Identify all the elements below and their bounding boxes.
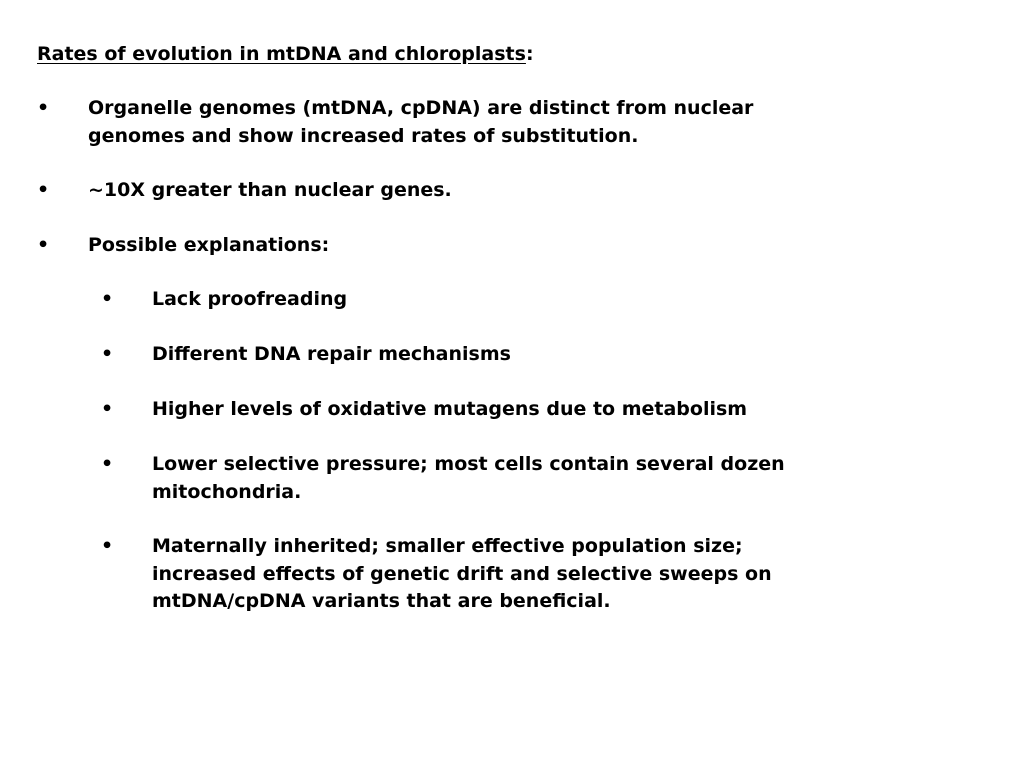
bullet-text [152,286,347,314]
bullet-text [88,177,452,205]
bullet-text-line: ~10X greater than nuclear genes. [88,179,452,201]
slide-title-text: Rates of evolution in mtDNA and chloroplasts [37,43,526,65]
bullet-text [152,396,747,424]
bullet-marker: • [37,179,50,201]
bullet-text [88,95,753,150]
bullet-marker: • [101,288,114,310]
bullet-marker: • [101,398,114,420]
bullet-marker: • [101,535,114,557]
bullet-text [152,451,785,506]
bullet-text-line: mtDNA/cpDNA variants that are beneficial. [152,590,611,612]
bullet-marker: • [101,343,114,365]
bullet-text-line: increased effects of genetic drift and selective sweeps on [152,562,772,585]
bullet-text-line: Possible explanations: [88,234,330,256]
bullet-text-line: genomes and show increased rates of substitution. [88,124,639,147]
bullet-text-line: Organelle genomes (mtDNA, cpDNA) are distinct from nuclear [88,97,754,119]
bullet-text-line: Maternally inherited; smaller effective population size; [152,535,743,557]
slide-title-colon: : [525,43,534,65]
bullet-marker: • [101,453,114,475]
bullet-marker: • [37,97,50,119]
bullet-text-line: Higher levels of oxidative mutagens due to metabolism [152,398,748,420]
bullet-marker: • [37,234,50,256]
slide-title [37,41,534,68]
bullet-text-line: Lower selective pressure; most cells contain several dozen [152,453,785,475]
bullet-text [152,341,511,369]
bullet-text-line: mitochondria. [152,480,302,503]
bullet-text-line: Lack proofreading [152,288,348,310]
bullet-text [88,232,329,260]
bullet-text-line: Different DNA repair mechanisms [152,343,511,365]
bullet-text [152,533,772,616]
